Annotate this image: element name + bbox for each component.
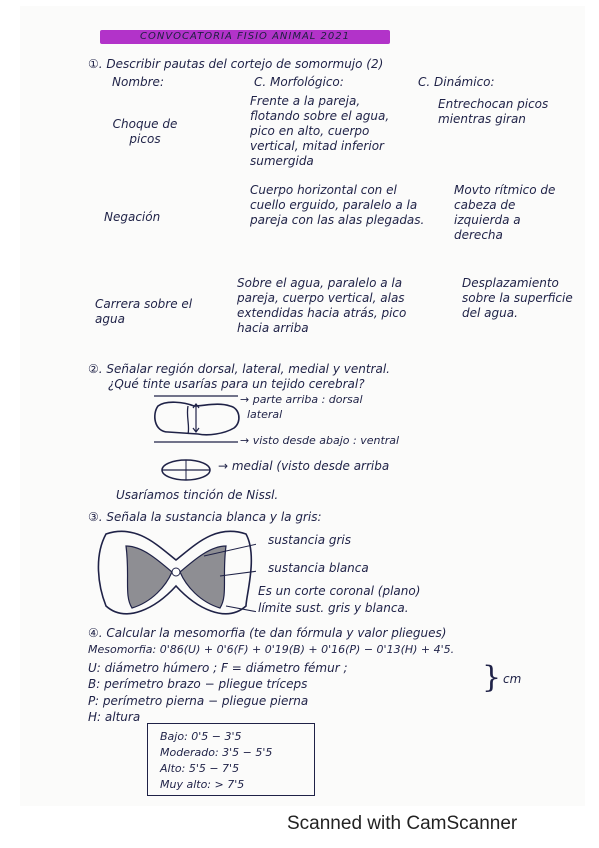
q1-prompt: ①. Describir pautas del cortejo de somormujo (2) [88, 57, 384, 71]
class-row: Bajo: 0'5 − 3'5 [160, 730, 242, 743]
q2-answer: Usaríamos tinción de Nissl. [116, 488, 279, 502]
label-medial: → medial (visto desde arriba [218, 459, 390, 473]
def-line: B: perímetro brazo − pliegue tríceps [88, 677, 308, 691]
row-din: Desplazamiento sobre la superficie del agua. [462, 276, 573, 320]
q2-prompt-line2: ¿Qué tinte usarías para un tejido cerebral? [108, 377, 365, 391]
row-din: Entrechocan picos mientras giran [438, 97, 549, 126]
row-morf: Sobre el agua, paralelo a la pareja, cuerpo vertical, alas extendidas hacia atrás, pico hacia arriba [237, 276, 407, 335]
col-din-header: C. Dinámico: [418, 75, 495, 89]
label-lateral: lateral [247, 408, 283, 421]
label-corte: Es un corte coronal (plano) [258, 584, 421, 598]
def-line: U: diámetro húmero ; F = diámetro fémur ; [88, 661, 348, 675]
class-row: Muy alto: > 7'5 [160, 778, 245, 791]
def-line: P: perímetro pierna − pliegue pierna [88, 694, 309, 708]
class-row: Moderado: 3'5 − 5'5 [160, 746, 273, 759]
row-morf: Frente a la pareja, flotando sobre el agua, pico en alto, cuerpo vertical, mitad inferior sumergida [250, 94, 390, 168]
spinal-cord-diagram [96, 526, 256, 622]
label-sustancia-blanca: sustancia blanca [268, 561, 369, 575]
q3-prompt: ③. Señala la sustancia blanca y la gris: [88, 510, 322, 524]
def-line: H: altura [88, 710, 141, 724]
label-ventral: → visto desde abajo : ventral [240, 434, 400, 447]
q4-prompt: ④. Calcular la mesomorfia (te dan fórmula y valor pliegues) [88, 626, 447, 640]
label-dorsal: → parte arriba : dorsal [240, 393, 363, 406]
page-title: CONVOCATORIA FISIO ANIMAL 2021 [139, 31, 351, 42]
q2-prompt-line1: ②. Señalar región dorsal, lateral, medial y ventral. [88, 362, 390, 376]
row-morf: Cuerpo horizontal con el cuello erguido, paralelo a la pareja con las alas plegadas. [250, 183, 425, 227]
q4-formula: Mesomorfia: 0'86(U) + 0'6(F) + 0'19(B) + 0'16(P) − 0'13(H) + 4'5. [88, 643, 455, 656]
label-limite: límite sust. gris y blanca. [258, 601, 409, 615]
brace-symbol: } [482, 660, 502, 695]
camscanner-watermark: Scanned with CamScanner [287, 813, 518, 834]
row-name: Negación [104, 210, 161, 224]
brace-unit: cm [503, 672, 522, 686]
class-row: Alto: 5'5 − 7'5 [160, 762, 240, 775]
row-din: Movto rítmico de cabeza de izquierda a derecha [454, 183, 556, 242]
row-name: Carrera sobre el agua [95, 297, 193, 326]
label-sustancia-gris: sustancia gris [268, 533, 352, 547]
col-morf-header: C. Morfológico: [254, 75, 344, 89]
col-nombre-header: Nombre: [112, 75, 164, 89]
row-name: Choque de picos [112, 117, 178, 146]
